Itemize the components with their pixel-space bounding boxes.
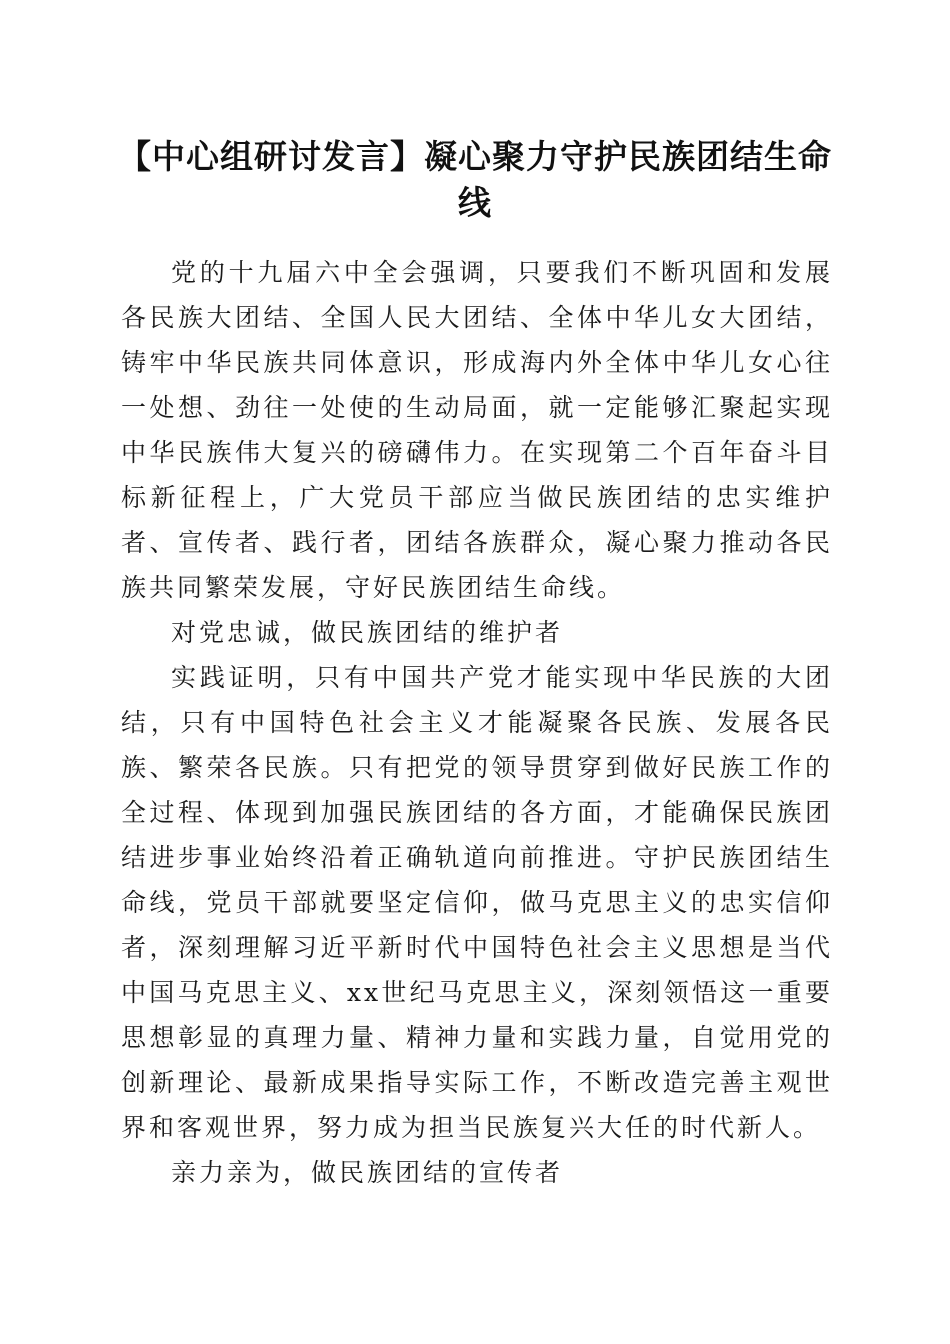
paragraph-loyalty: 实践证明，只有中国共产党才能实现中华民族的大团结，只有中国特色社会主义才能凝聚各民族、发展各民族、繁荣各民族。只有把党的领导贯穿到做好民族工作的全过程、体现到加强民族团结的各方面，才能确保民族团结进步事业始终沿着正确轨道向前推进。守护民族团结生命线，党员干部就要坚定信仰，做马克思主义的忠实信仰者，深刻理解习近平新时代中国特色社会主义思想是当代中国马克思主义、xx世纪马克思主义，深刻领悟这一重要思想彰显的真理力量、精神力量和实践力量，自觉用党的创新理论、最新成果指导实际工作，不断改造完善主观世界和客观世界，努力成为担当民族复兴大任的时代新人。 <box>121 663 833 1142</box>
paragraph-intro: 党的十九届六中全会强调，只要我们不断巩固和发展各民族大团结、全国人民大团结、全体中华儿女大团结，铸牢中华民族共同体意识，形成海内外全体中华儿女心往一处想、劲往一处使的生动局面，就一定能够汇聚起实现中华民族伟大复兴的磅礴伟力。在实现第二个百年奋斗目标新征程上，广大党员干部应当做民族团结的忠实维护者、宣传者、践行者，团结各族群众，凝心聚力推动各民族共同繁荣发展，守好民族团结生命线。 <box>121 258 833 602</box>
section-heading-promotion: 亲力亲为，做民族团结的宣传者 <box>171 1158 564 1187</box>
section-heading-loyalty: 对党忠诚，做民族团结的维护者 <box>171 618 564 647</box>
document-title: 【中心组研讨发言】凝心聚力守护民族团结生命线 <box>118 137 832 222</box>
document-body <box>121 250 833 1195</box>
